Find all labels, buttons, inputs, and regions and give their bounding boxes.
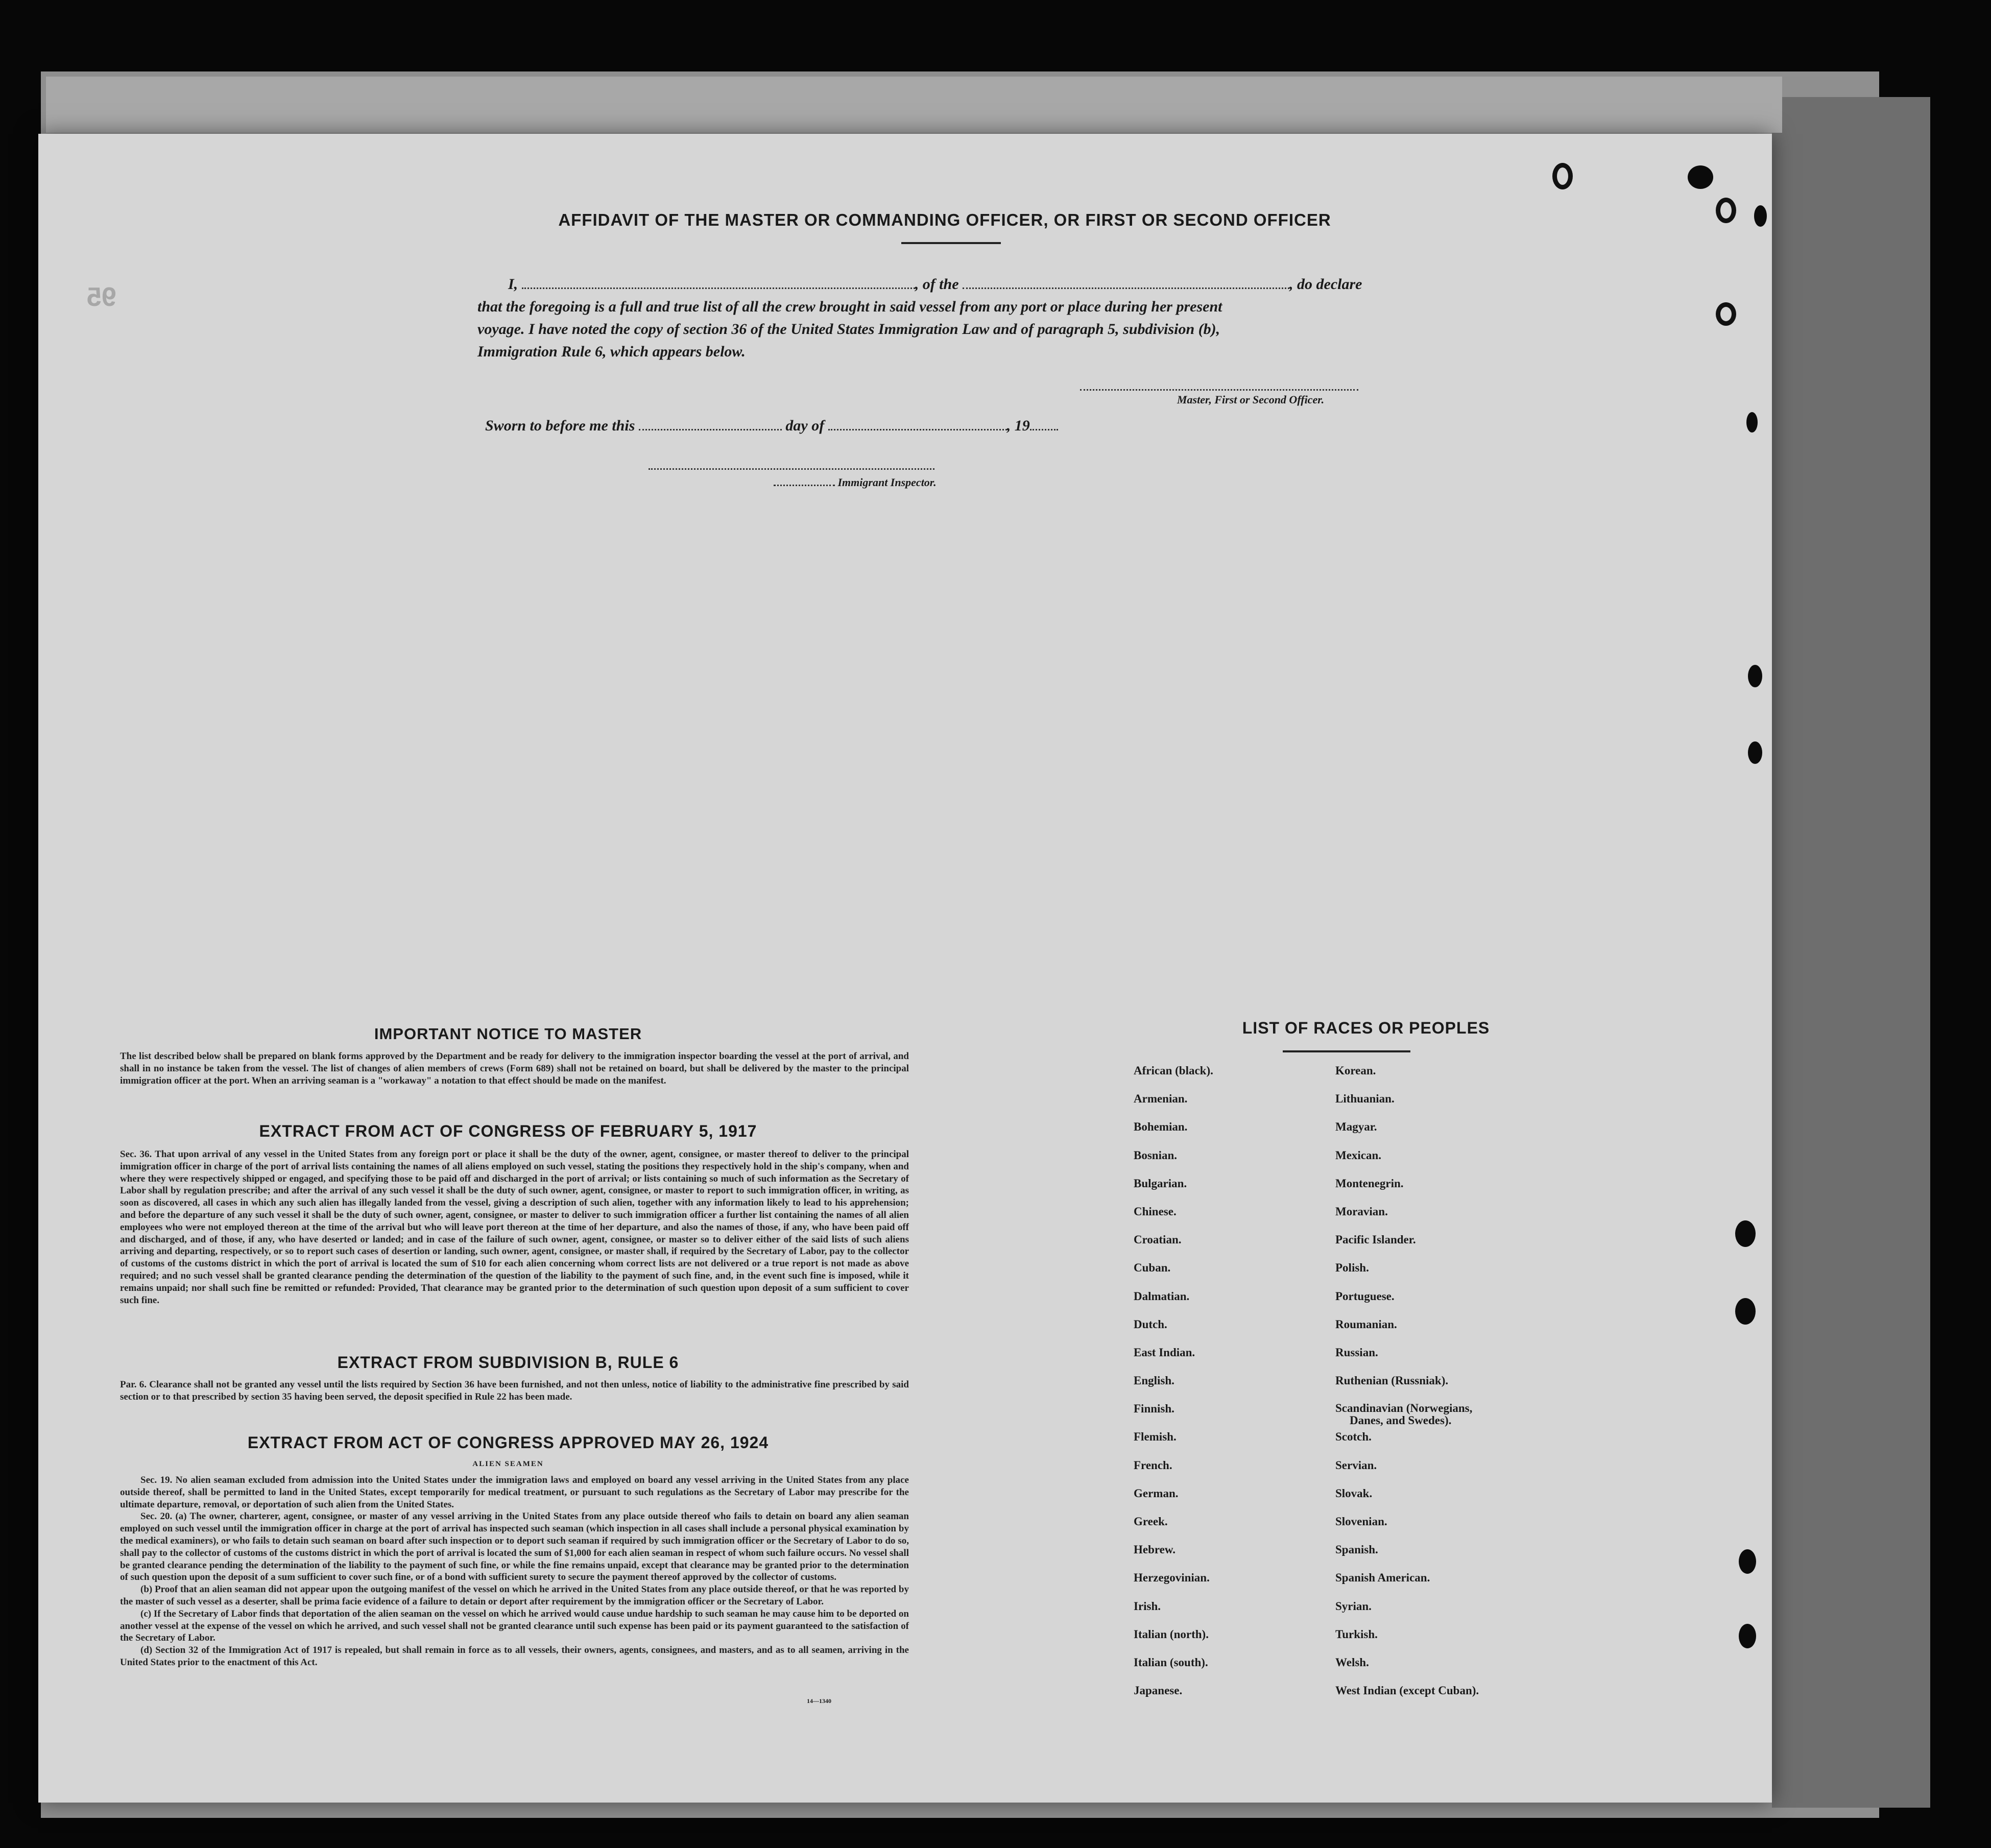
race-item: Turkish. [1335, 1627, 1378, 1641]
punch-hole-icon [1735, 1220, 1756, 1247]
divider [901, 242, 1001, 244]
race-item: Slovenian. [1335, 1515, 1387, 1528]
races-left-column [1134, 1064, 1328, 1712]
race-item: Dalmatian. [1134, 1289, 1190, 1303]
punch-hole-icon [1739, 1624, 1756, 1648]
inspector-label: Immigrant Inspector. [837, 476, 937, 489]
punch-hole-icon [1746, 412, 1758, 433]
extract-1924-title: EXTRACT FROM ACT OF CONGRESS APPROVED MAY 26, 1924 [247, 1433, 769, 1452]
punch-hole-icon [1716, 302, 1736, 326]
race-item: Slovak. [1335, 1486, 1373, 1500]
page-number: 95 [87, 282, 116, 312]
race-item: Scotch. [1335, 1430, 1372, 1444]
sec-19-paragraph: Sec. 19. No alien seaman excluded from admission into the United States under the immigration laws and employed on board any vessel arriving in the United States from any place outside thereof, shall be permitted to land in the United States, except temporarily for medical treatment, or pursuant to such regulations as the Secretary of Labor may prescribe for the ultimate departure, removal, or deportation of such alien from the United States. [120, 1475, 909, 1510]
extract-1917-body: Sec. 36. That upon arrival of any vessel in the United States from any foreign port or place it shall be the duty of the owner, agent, consignee, or master thereof to deliver to the principal immigration officer in charge of the port of arrival lists containing the names of all aliens employed on such vessel, stating the positions they respectively hold in the ship's company, when and where they were respectively shipped or engaged, and specifying those to be paid off and discharged in the port of arrival; or lists containing so much of such information as the Secretary of Labor shall by regulation prescribe; and after the arrival of any such vessel it shall be the duty of such owner, agent, consignee, or master to report to such immigration officer, in writing, as soon as discovered, all cases in which any such alien has illegally landed from the vessel, giving a description of such alien, together with any information likely to lead to his apprehension; and before the departure of any such vessel it shall be the duty of such owner, agent, consignee, or master to deliver to such immigration officer a further list containing the names of all alien employees who were not employed thereon at the time of the arrival but who will leave port thereon at the time of her departure, and also the names of those, if any, who have been paid off and discharged, and of those, if any, who have deserted or landed; and in case of the failure of such owner, agent, consignee, or master so to deliver either of the said lists of such aliens arriving and departing, respectively, or so to report such cases of desertion or landing, such owner, agent, consignee, or master shall, if required by the Secretary of Labor, pay to the collector of customs of the customs district in which the port of arrival is located the sum of $10 for each alien concerning whom correct lists are not delivered or a true report is not made as above required; and no such vessel shall be granted clearance pending the determination of the question of the liability to the payment of such fine, and, in the event such fine is imposed, while it remains unpaid; nor shall such fine be remitted or refunded: Provided, That clearance may be granted prior to the determination of such question upon deposit of a sum sufficient to cover such fine. [120, 1149, 909, 1306]
race-item: Korean. [1335, 1064, 1376, 1077]
race-item: Cuban. [1134, 1261, 1171, 1275]
race-item: Mexican. [1335, 1148, 1382, 1162]
race-item: Magyar. [1335, 1120, 1377, 1134]
affidavit-title: AFFIDAVIT OF THE MASTER OR COMMANDING OFFICER, OR FIRST OR SECOND OFFICER [558, 210, 1331, 229]
sec-20b-paragraph: (b) Proof that an alien seaman did not appear upon the outgoing manifest of the vessel on which he arrived in the United States from any place outside thereof, or that he was reported by the master of such vessel as a deserter, shall be prima facie evidence of a failure to detain or deport after requirement by the immigration officer or the Secretary of Labor. [120, 1584, 909, 1607]
race-item-scandinavian: Scandinavian (Norwegians, [1335, 1402, 1473, 1415]
race-item: Portuguese. [1335, 1289, 1395, 1303]
of-the-label: , of the [915, 276, 959, 293]
race-item: Syrian. [1335, 1599, 1372, 1613]
race-item: African (black). [1134, 1064, 1213, 1077]
race-item: Japanese. [1134, 1684, 1183, 1697]
race-item: West Indian (except Cuban). [1335, 1684, 1479, 1697]
declare-label: , do declare [1289, 276, 1362, 293]
race-item: Dutch. [1134, 1317, 1167, 1331]
extract-1924-body [120, 1474, 909, 1669]
punch-hole-icon [1748, 741, 1762, 764]
affidavit-line-4: Immigration Rule 6, which appears below. [477, 343, 746, 360]
name-field[interactable] [522, 287, 915, 289]
inspector-dots [774, 485, 835, 486]
race-item: Flemish. [1134, 1430, 1177, 1444]
race-item: Montenegrin. [1335, 1177, 1404, 1190]
race-item: Armenian. [1134, 1092, 1188, 1106]
race-item-scandinavian-cont: Danes, and Swedes). [1350, 1414, 1452, 1427]
race-item: English. [1134, 1374, 1174, 1387]
form-code: 14—1340 [807, 1697, 831, 1705]
race-item: Finnish. [1134, 1402, 1174, 1415]
sec-20a-paragraph: Sec. 20. (a) The owner, charterer, agent, consignee, or master of any vessel arriving in the United States from any place outside thereof who fails to detain on board any alien seaman employed on such vessel until the immigration officer in charge at the port of arrival has inspected such seaman (which inspection in all cases shall include a personal physical examination by the medical examiners), or who fails to detain such seaman on board after such inspection or to deport such seaman if required by such immigration officer or the Secretary of Labor to do so, shall pay to the collector of customs of the customs district in which the port of arrival is located the sum of $1,000 for each alien seaman in respect of whom such failure occurs. No vessel shall be granted clearance pending the determination of the liability to the payment of such fine, or while the fine remains unpaid, except that clearance may be granted prior to the determination of such question upon the deposit of a sum sufficient to cover such fine, or of a bond with sufficient surety to secure the payment thereof approved by the collector of customs. [120, 1511, 909, 1583]
vessel-field[interactable] [963, 287, 1289, 289]
race-item [1335, 1402, 1591, 1430]
race-item: Lithuanian. [1335, 1092, 1395, 1106]
year-label: , 19 [1006, 417, 1030, 434]
punch-hole-icon [1716, 198, 1736, 223]
punch-hole-icon [1688, 165, 1713, 189]
races-title: LIST OF RACES OR PEOPLES [1242, 1019, 1490, 1037]
race-item: Bohemian. [1134, 1120, 1188, 1134]
notice-title: IMPORTANT NOTICE TO MASTER [374, 1025, 642, 1043]
race-item: French. [1134, 1458, 1172, 1472]
race-item: Croatian. [1134, 1233, 1182, 1246]
underlying-sheet-edge [1772, 97, 1930, 1808]
alien-seamen-subtitle: ALIEN SEAMEN [472, 1460, 544, 1468]
punch-hole-icon [1552, 163, 1573, 189]
divider [1283, 1050, 1410, 1052]
race-item: Spanish. [1335, 1543, 1378, 1556]
punch-hole-icon [1754, 205, 1767, 227]
punch-hole-icon [1739, 1549, 1756, 1574]
year-field[interactable] [1030, 429, 1058, 430]
race-item: Bulgarian. [1134, 1177, 1187, 1190]
extract-rule6-body: Par. 6. Clearance shall not be granted any vessel until the lists required by Section 36 have been furnished, and not then unless, notice of liability to the administrative fine prescribed by said section or to that prescribed by section 35 having been served, the deposit specified in Rule 22 has been made. [120, 1379, 909, 1402]
form-sheet [38, 134, 1772, 1803]
race-item: Hebrew. [1134, 1543, 1176, 1556]
day-of-label: day of [785, 417, 825, 434]
race-item: Herzegovinian. [1134, 1571, 1210, 1585]
races-right-column [1335, 1064, 1591, 1712]
inspector-label-row [774, 476, 937, 489]
race-item: Spanish American. [1335, 1571, 1430, 1585]
race-item: Chinese. [1134, 1205, 1177, 1218]
sworn-line [485, 417, 1058, 435]
race-item: Servian. [1335, 1458, 1377, 1472]
race-item: Italian (south). [1134, 1655, 1208, 1669]
day-field[interactable] [639, 429, 782, 430]
extract-rule6-title: EXTRACT FROM SUBDIVISION B, RULE 6 [337, 1353, 679, 1372]
race-item: Bosnian. [1134, 1148, 1178, 1162]
race-item: East Indian. [1134, 1346, 1195, 1359]
race-item: Welsh. [1335, 1655, 1369, 1669]
master-signature-line[interactable] [1080, 389, 1358, 391]
affidavit-i: I, [508, 276, 518, 293]
sec-20d-paragraph: (d) Section 32 of the Immigration Act of 1917 is repealed, but shall remain in force as to all vessels, their owners, agents, consignees, and masters, and as to all seamen, arriving in the United States prior to the enactment of this Act. [120, 1645, 909, 1668]
sworn-label: Sworn to before me this [485, 417, 635, 434]
notice-body: The list described below shall be prepared on blank forms approved by the Department and be ready for delivery to the immigration inspector boarding the vessel at the port of arrival, and shall in no instance be taken from the vessel. The list of changes of alien members of crews (Form 689) shall not be retained on board, but shall be delivered by the master to the principal immigration officer at the port. When an arriving seaman is a "workaway" a notation to that effect should be made on the manifest. [120, 1051, 909, 1086]
race-item: Italian (north). [1134, 1627, 1209, 1641]
affidavit-line-2: that the foregoing is a full and true list of all the crew brought in said vessel from any port or place during her present [477, 298, 1222, 315]
month-field[interactable] [828, 429, 1007, 430]
race-item: Pacific Islander. [1335, 1233, 1416, 1246]
race-item: Polish. [1335, 1261, 1369, 1275]
race-item: Roumanian. [1335, 1317, 1397, 1331]
punch-hole-icon [1748, 665, 1762, 687]
race-item: Moravian. [1335, 1205, 1388, 1218]
punch-hole-icon [1735, 1298, 1756, 1325]
race-item: German. [1134, 1486, 1179, 1500]
sec-20c-paragraph: (c) If the Secretary of Labor finds that deportation of the alien seaman on the vessel on which he arrived would cause undue hardship to such seaman he may cause him to be deported on another vessel at the expense of the vessel on which he arrived, and such vessel shall not be granted clearance until such expense has been paid or its payment guaranteed to the satisfaction of the Secretary of Labor. [120, 1608, 909, 1644]
race-item: Ruthenian (Russniak). [1335, 1374, 1449, 1387]
extract-1917-title: EXTRACT FROM ACT OF CONGRESS OF FEBRUARY 5, 1917 [259, 1122, 757, 1140]
master-label: Master, First or Second Officer. [1177, 393, 1325, 406]
race-item: Russian. [1335, 1346, 1378, 1359]
affidavit-line-3: voyage. I have noted the copy of section 36 of the United States Immigration Law and of paragraph 5, subdivision (b), [477, 321, 1220, 338]
underlying-sheet-strip [46, 77, 1782, 133]
inspector-signature-line[interactable] [649, 468, 934, 470]
race-item: Greek. [1134, 1515, 1168, 1528]
affidavit-declaration [477, 273, 1448, 296]
race-item: Irish. [1134, 1599, 1161, 1613]
